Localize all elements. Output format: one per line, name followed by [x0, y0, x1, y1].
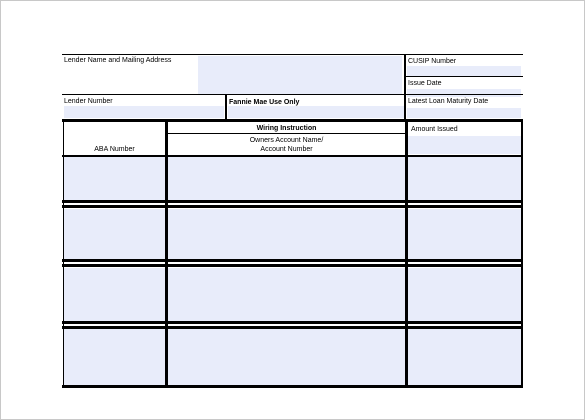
- rule: [62, 200, 523, 203]
- amount-field-2[interactable]: [408, 209, 521, 259]
- issue-date-label: Issue Date: [408, 80, 442, 87]
- lender-number-field[interactable]: [64, 106, 224, 118]
- rule: [62, 155, 523, 157]
- amount-field-4[interactable]: [408, 329, 521, 385]
- aba-number-field-1[interactable]: [64, 157, 165, 200]
- cusip-number-field[interactable]: [407, 66, 521, 76]
- rule: [521, 122, 523, 386]
- lender-address-field[interactable]: [198, 56, 402, 94]
- rule: [165, 122, 168, 386]
- wiring-instruction-label: Wiring Instruction: [256, 125, 317, 132]
- maturity-date-label: Latest Loan Maturity Date: [408, 98, 489, 105]
- maturity-date-field[interactable]: [407, 108, 521, 118]
- cusip-number-label: CUSIP Number: [408, 58, 457, 65]
- lender-name-label: Lender Name and Mailing Address: [64, 57, 172, 64]
- rule: [404, 76, 523, 77]
- rule: [63, 122, 64, 386]
- rule: [62, 205, 523, 208]
- aba-number-field-2[interactable]: [64, 209, 165, 259]
- rule: [62, 119, 523, 122]
- rule: [62, 321, 523, 324]
- aba-number-field-3[interactable]: [64, 268, 165, 321]
- fannie-mae-field[interactable]: [228, 106, 404, 118]
- fannie-mae-label: Fannie Mae Use Only: [229, 99, 300, 106]
- owners-account-field-4[interactable]: [168, 329, 405, 385]
- aba-number-field-4[interactable]: [64, 329, 165, 385]
- rule: [166, 133, 406, 134]
- owners-account-field-3[interactable]: [168, 268, 405, 321]
- aba-number-label: ABA Number: [94, 146, 135, 153]
- issue-date-field[interactable]: [407, 89, 521, 97]
- rule: [404, 54, 406, 122]
- rule: [62, 54, 523, 55]
- rule: [405, 122, 408, 386]
- rule: [62, 264, 523, 267]
- lender-number-label: Lender Number: [64, 98, 113, 105]
- rule: [62, 326, 523, 329]
- rule: [62, 385, 523, 388]
- amount-issued-field-1[interactable]: [408, 136, 521, 154]
- owners-account-label-line1: Owners Account Name/: [249, 137, 324, 144]
- rule: [225, 94, 227, 121]
- owners-account-field-1[interactable]: [168, 157, 405, 200]
- owners-account-field-2[interactable]: [168, 209, 405, 259]
- amount-issued-label: Amount Issued: [411, 126, 458, 133]
- amount-field-1[interactable]: [408, 157, 521, 200]
- amount-field-3[interactable]: [408, 268, 521, 321]
- owners-account-label-line2: Account Number: [260, 146, 313, 153]
- rule: [62, 259, 523, 262]
- rule: [62, 94, 523, 95]
